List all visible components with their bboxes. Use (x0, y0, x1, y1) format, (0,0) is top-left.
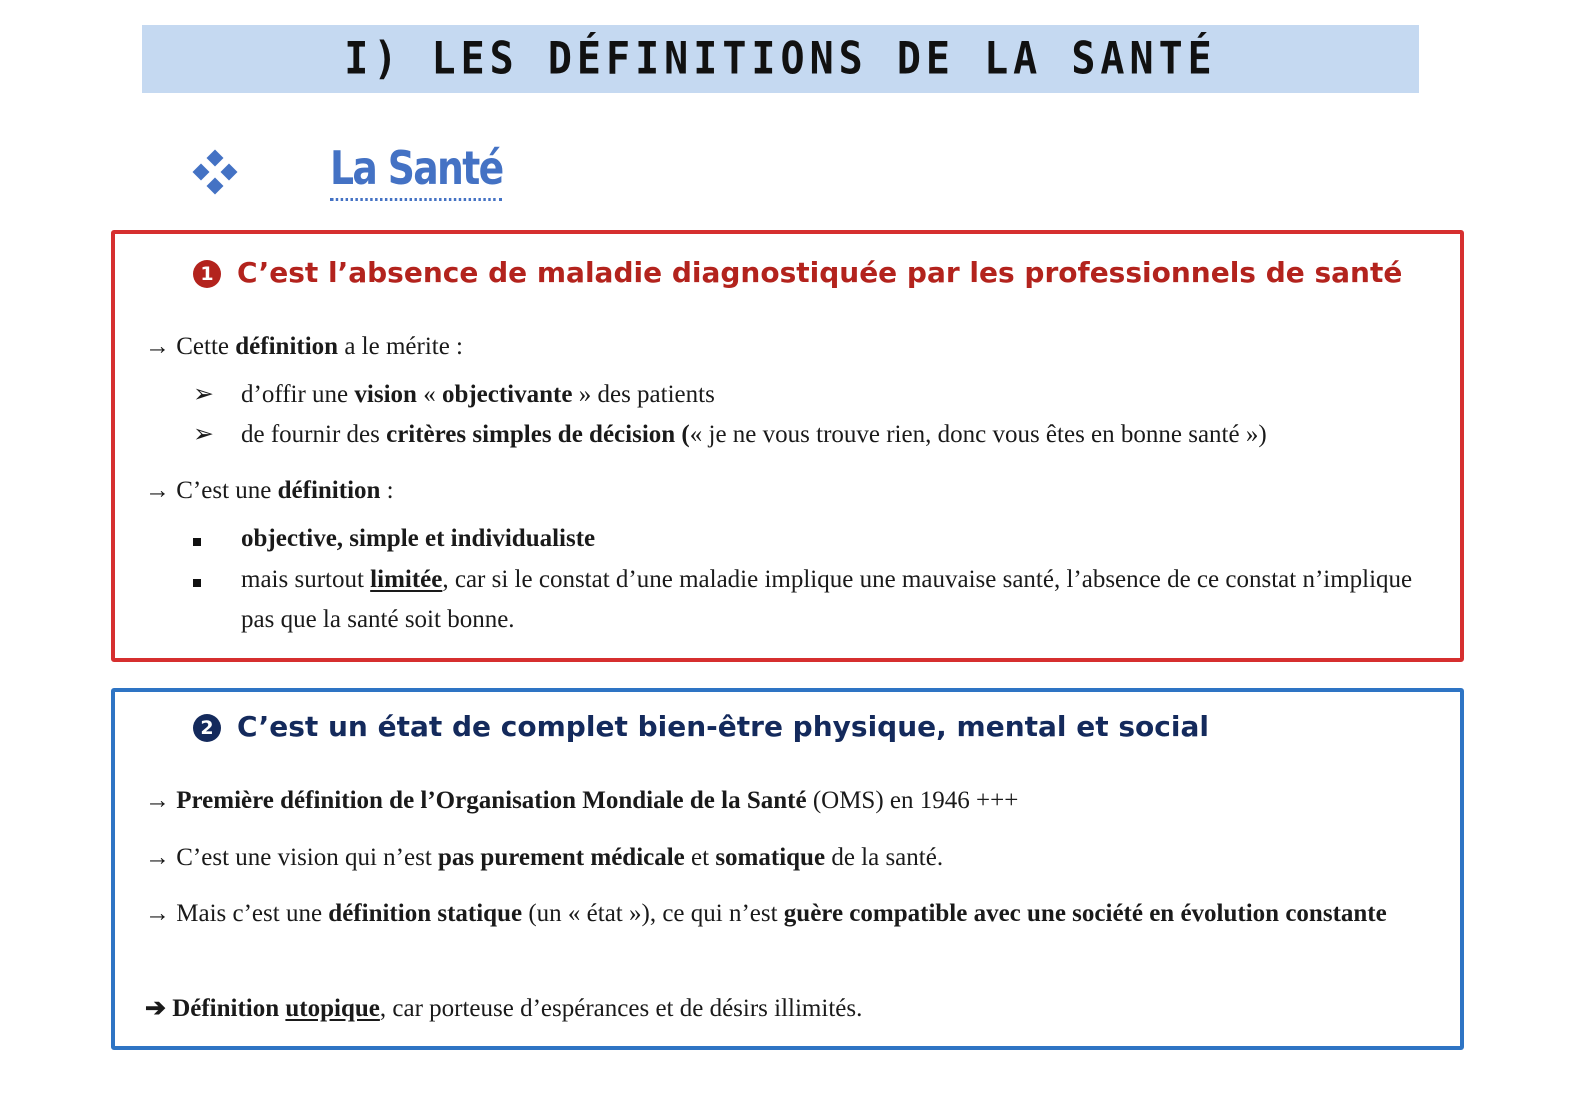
section-title: La Santé (330, 140, 503, 201)
arrowhead-bullet-icon: ➢ (193, 381, 214, 408)
definition-2-heading: 2 C’est un état de complet bien-être physique, mental et social (193, 710, 1209, 743)
definition-2-box (111, 688, 1464, 1050)
square-bullet-icon (193, 538, 201, 546)
oms-line: → Première définition de l’Organisation Mondiale de la Santé (OMS) en 1946 +++ (145, 787, 1019, 814)
square-bullet-icon (193, 579, 201, 587)
definition-1-heading: 1 C’est l’absence de maladie diagnostiquée par les professionnels de santé (193, 256, 1402, 289)
diamond-cluster-icon (192, 150, 238, 196)
vision-line: → C’est une vision qui n’est pas purement médicale et somatique de la santé. (145, 844, 944, 871)
merit-line: → Cette définition a le mérite : (145, 333, 464, 360)
utopia-line: ➔ Définition utopique, car porteuse d’espérances et de désirs illimités. (145, 995, 863, 1022)
page-header (142, 25, 1419, 93)
number-2-badge: 2 (193, 714, 221, 742)
arrowhead-bullet-icon: ➢ (193, 421, 214, 448)
definition-1-box: 1 C’est l’absence de maladie diagnostiquée par les professionnels de santé → Cette définition a le mérite : ➢ d’offir une vision « objectivante » des patients ➢ de fournir des critères simples de décision (« je ne vous trouve rien, donc vous êtes en bonne santé ») → C’est une définition : objective, simple et individualiste mais surtout limitée, car si le constat d’une maladie implique une mauvaise santé, l’absence de ce constat n’implique pas que la santé soit bonne. (111, 230, 1464, 662)
number-1-badge: 1 (193, 260, 221, 288)
static-line: → Mais c’est une définition statique (un « état »), ce qui n’est guère compatible avec une société en évolution constante (145, 900, 1387, 927)
definition-line: → C’est une définition : (145, 477, 394, 504)
page-title: I) LES DÉFINITIONS DE LA SANTÉ (344, 33, 1217, 85)
